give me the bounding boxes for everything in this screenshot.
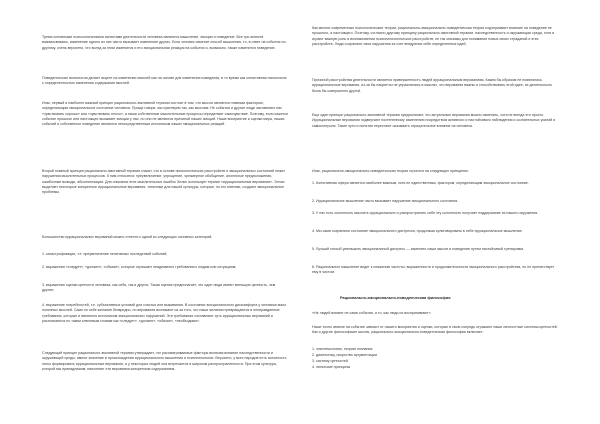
paragraph: Второй главный принцип рационально-эмотивной терапии гласит, что в основе психологических расстройств и эмоциональных состояний лежат нарушения мыслительных процессов. К ним относятся: преувеличение, упрощение, чрезмерное обобщение, алогичные предположения, ошибочные выводы, абсолютизации. Для описания этих мыслительных ошибок Эллис использует термин «иррациональные верования». Эллис выделяет некоторые конкретные иррациональные верования, типичные для нашей культуры, которые, по его мнению, создают эмоциональные проблемы.: [42, 169, 285, 195]
list-item: 1. эпистемологию, теорию познания: [312, 347, 373, 351]
list-item: 4. Мы сами сохраняем состояние эмоционального дистресса, продолжая культивировать в себе иррациональное мышление.: [312, 229, 523, 233]
list-item: 1. Когнитивная сфера является наиболее важным, хотя не единственным, фактором, определяющим эмоциональное состояние.: [312, 181, 529, 185]
paragraph: Еще один принцип рационально-эмотивной терапии предполагает, что актуальные верования можно изменить, хотя не всегда это просто. Иррациональные верования подвергают постепенному изменению посредством активного и настойчивого наблюдения и сознательных усилий и самоконтроля. Такие пути и понятия перестают оказывать отрицательное влияние на человека.: [312, 113, 556, 128]
paragraph: Тремя основными психологическими аспектами деятельности человека являются мышление, эмоции и поведение. Все три аспекта взаимосвязаны, изменение одного из них часто вызывает изменение других. Если человек изменит способ мышления, то, в ответ на события по-другому, очень вероятно, что вслед за этим изменится и его эмоциональная реакция на события и, возможно, также изменится поведение.: [42, 35, 287, 50]
list-item: 3. систему ценностей: [312, 359, 348, 363]
list-item: 4. выражение потребностей, т.е. субъективных условий для счастья или выживания. В состоянии эмоционального дискомфорта у человека мало полезных мыслей. Само по себе желание безвредно, но верования возникают из-за того, что наши желания превращаются в неоправданные требования, которые и являются источником эмоциональных нарушений. Эти требования составляют суть иррациональных верований и распознаются по таким ключевым словам как «следует», «должен», «обязан», «необходимо».: [42, 303, 287, 323]
list-item: 3. У нас есть склонность мыслить иррационально и распространять себе эту склонность получает поддержание из нашего окружения.: [312, 211, 539, 215]
list-item: 2. Иррациональное мышление часто вызывает нарушение эмоционального состояния.: [312, 199, 459, 203]
list-item: 2. диалектику, искусство аргументации: [312, 353, 377, 357]
list-item: 6. Рациональное мышление ведет к снижению частоты, выраженности и продолжительности эмоционального расстройства, но не препятствует ему в чистом.: [312, 265, 555, 275]
paragraph: Наше точно земное на событие зависит от нашего восприятия и оценки, которые в свою очередь отражают наши личностные системы ценностей. Как и другие философские школы, рационально-эмоционально-поведенческая философия включает:: [312, 325, 558, 335]
paragraph: Итак, первый и наиболее важный принцип рационально-эмотивной терапии состоит в том, что мысли являются главным фактором, определяющим эмоциональное состояние человека. Проще говоря, мы чувствуем так, как мыслим. Не события и другие люди заставляют нас «чувствовать хорошо» или «чувствовать плохо», а наши собственные мыслительные процессы определяют самочувствие. Поэтому, если кажется событие прошлое или настоящее вызывает эмоции у нас, но они не являются причиной наших эмоций. Наше восприятие и оценки мира, наших событий и собственное поведение являются непосредственным источником наших эмоциональных реакций.: [42, 101, 288, 127]
paragraph: Большинство иррациональных верований можно отнести к одной из следующих основных категорий:: [42, 235, 213, 239]
paragraph: Поведенческая психология делает акцент на изменении мыслей как на основе для изменения поведения, в то время как когнитивная психология с определенностью изменения содержания мыслей.: [42, 76, 287, 86]
quote: «Не людей влияют не сами события, а то, как люди их воспринимают».: [312, 311, 432, 315]
paragraph: Как многие современные психологические теории, рационально-эмоционально-поведенческая теория подчеркивает влияние на поведение не прошлого, а настоящего. Поэтому, согласно другому принципу рационально-эмотивной терапии, наследственность и окружающая среда, хотя и играют важную роль в возникновении психопатологических расстройств, не так значимы для понимания новых своих страданий и этих расстройств. Люди сохраняют свои нарушения за счет внедрения себе определенных идей.: [312, 26, 555, 46]
list-item: 2. выражения «следует», «должен», «обязан», которые отражают неадекватно требования к людям или ситуациям;: [42, 265, 237, 269]
list-item: 3. выражения оценки ценности человека, как себя, так и других. Такая оценка предполагает, что один люди имеют меньшую ценность, чем другие;: [42, 283, 276, 293]
paragraph: Следующий принцип рационально-эмотивной терапии утверждает, что рассматриваемые факторы включая влияние наследственности и окружающей среды, имеют значение в происхождении иррационального мышления и психопатологии. Вероятно, у всех народов есть склонность легко формировать иррациональные верования, а у некоторых людей она встречается в широком распространенности. При этом культура, которой мы принадлежим, наполняет эти верования конкретным содержанием.: [42, 351, 287, 371]
list-item: 5. Лучший способ уменьшить эмоциональный дистресс — изменить наши мысли и поведение путем настойчивой тренировки.: [312, 247, 525, 251]
list-item: 4. этические принципы: [312, 365, 351, 369]
list-item: 1. катастрофизация, т.е. преувеличение негативных последствий событий;: [42, 252, 168, 256]
paragraph: Итак, рационально-эмоционально-поведенческая теория строится на следующих принципах:: [312, 169, 469, 173]
section-heading: Рационально-эмоционально-поведенческая философия: [340, 295, 451, 300]
paragraph: Причиной расстройства деятельности является приверженность людей иррациональным верованиям. Каким бы образом не появлялись иррациональные верования, из-за бы пациенты не упражнялись в мыслях, что верования важны и способствовать этой идее, их деятельность была бы совершенно другой.: [312, 78, 553, 93]
